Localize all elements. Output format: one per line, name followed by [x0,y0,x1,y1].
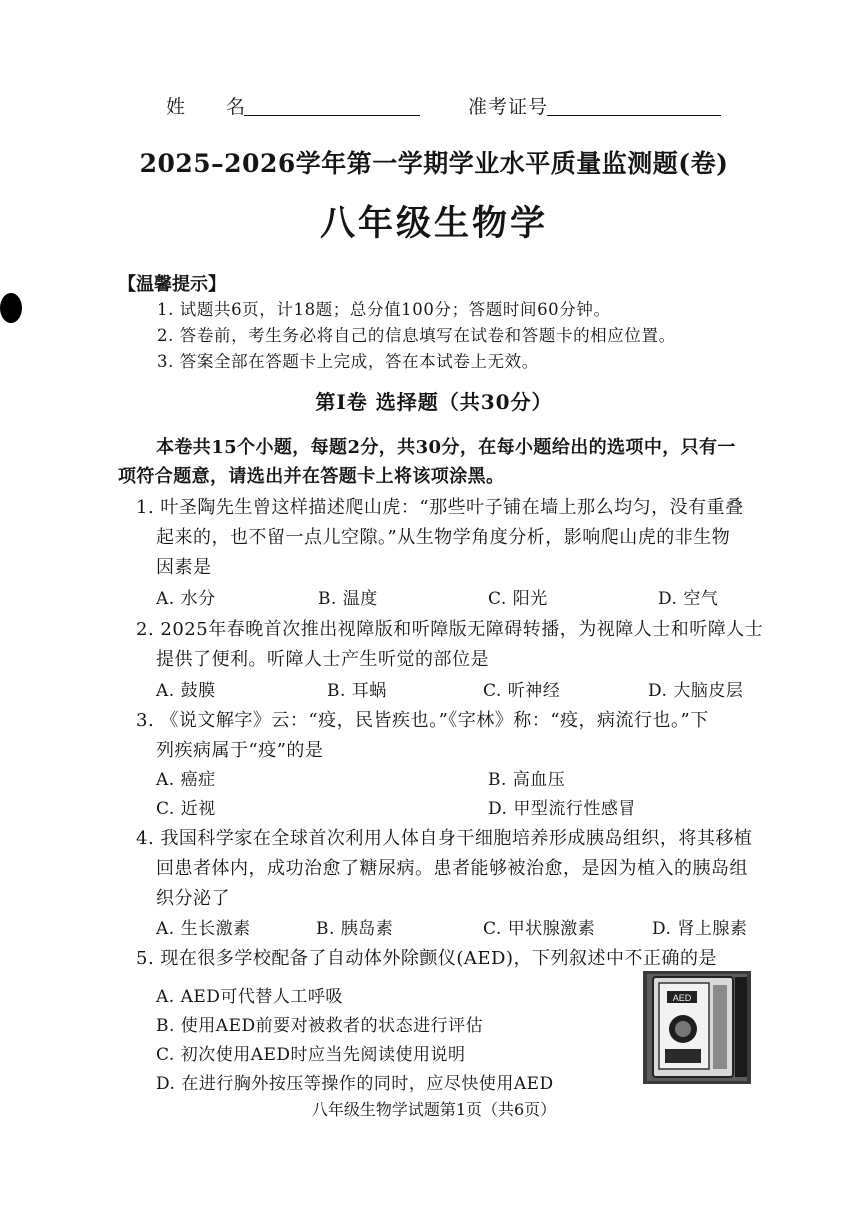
question-2-text: 2. 2025年春晚首次推出视障版和听障版无障碍转播，为视障人士和听障人士 [136,619,764,640]
question-1-option-a: A. 水分 [156,589,216,609]
question-1-option-d: D. 空气 [658,589,719,609]
section-intro: 本卷共15个小题，每题2分，共30分，在每小题给出的选项中，只有一 [156,437,736,458]
name-blank-line[interactable] [244,115,420,116]
question-4-text: 4. 我国科学家在全球首次利用人体自身干细胞培养形成胰岛组织，将其移植 [136,828,753,849]
tip-item: 3. 答案全部在答题卡上完成，答在本试卷上无效。 [157,352,539,371]
question-4-text: 织分泌了 [156,888,230,909]
question-1-option-b: B. 温度 [318,589,378,609]
subject-title: 八年级生物学 [319,203,548,244]
question-4-option-c: C. 甲状腺激素 [483,919,596,939]
tips-heading: 【温馨提示】 [118,274,226,295]
question-2-option-c: C. 听神经 [483,681,561,701]
exam-title: 2025–2026学年第一学期学业水平质量监测题(卷) [139,149,729,178]
tip-item: 1. 试题共6页，计18题；总分值100分；答题时间60分钟。 [157,300,611,319]
question-2-text: 提供了便利。听障人士产生听觉的部位是 [156,649,489,670]
question-2-option-d: D. 大脑皮层 [648,681,744,701]
section-intro: 项符合题意，请选出并在答题卡上将该项涂黑。 [118,466,505,487]
question-1-text: 起来的，也不留一点儿空隙。”从生物学角度分析，影响爬山虎的非生物 [156,527,731,548]
question-5-option-c: C. 初次使用AED时应当先阅读使用说明 [156,1045,466,1065]
question-5-option-a: A. AED可代替人工呼吸 [156,987,343,1007]
question-3-option-a: A. 癌症 [156,770,216,790]
question-4-option-a: A. 生长激素 [156,919,251,939]
aed-screen-label: AED [672,993,692,1003]
question-4-text: 回患者体内，成功治愈了糖尿病。患者能够被治愈，是因为植入的胰岛组 [156,858,748,879]
question-3-text: 3. 《说文解字》云：“疫，民皆疾也。”《字林》称：“疫，病流行也。”下 [136,710,709,731]
name-field-label: 姓 名 [166,96,247,118]
question-3-option-b: B. 高血压 [488,770,566,790]
question-3-option-d: D. 甲型流行性感冒 [488,799,636,819]
tip-item: 2. 答卷前，考生务必将自己的信息填写在试卷和答题卡的相应位置。 [157,326,676,345]
question-2-option-b: B. 耳蜗 [327,681,387,701]
question-1-option-c: C. 阳光 [488,589,548,609]
question-2-option-a: A. 鼓膜 [156,681,216,701]
question-5-option-b: B. 使用AED前要对被救者的状态进行评估 [156,1016,484,1036]
exam-id-field-label: 准考证号 [468,96,549,118]
question-3-text: 列疾病属于“疫”的是 [156,740,324,761]
section-title: 第Ⅰ卷 选择题（共30分） [315,390,553,414]
aed-device-photo [643,971,751,1084]
question-1-text: 1. 叶圣陶先生曾这样描述爬山虎：“那些叶子铺在墙上那么均匀，没有重叠 [136,497,744,518]
page-footer: 八年级生物学试题第1页（共6页） [311,1100,557,1119]
exam-id-blank-line[interactable] [547,115,721,116]
question-4-option-d: D. 肾上腺素 [652,919,748,939]
question-3-option-c: C. 近视 [156,799,216,819]
question-5-text: 5. 现在很多学校配备了自动体外除颤仪(AED)，下列叙述中不正确的是 [136,948,718,969]
question-1-text: 因素是 [156,557,212,578]
question-5-option-d: D. 在进行胸外按压等操作的同时，应尽快使用AED [156,1074,554,1094]
question-4-option-b: B. 胰岛素 [316,919,394,939]
scan-mark-dot [0,293,22,323]
